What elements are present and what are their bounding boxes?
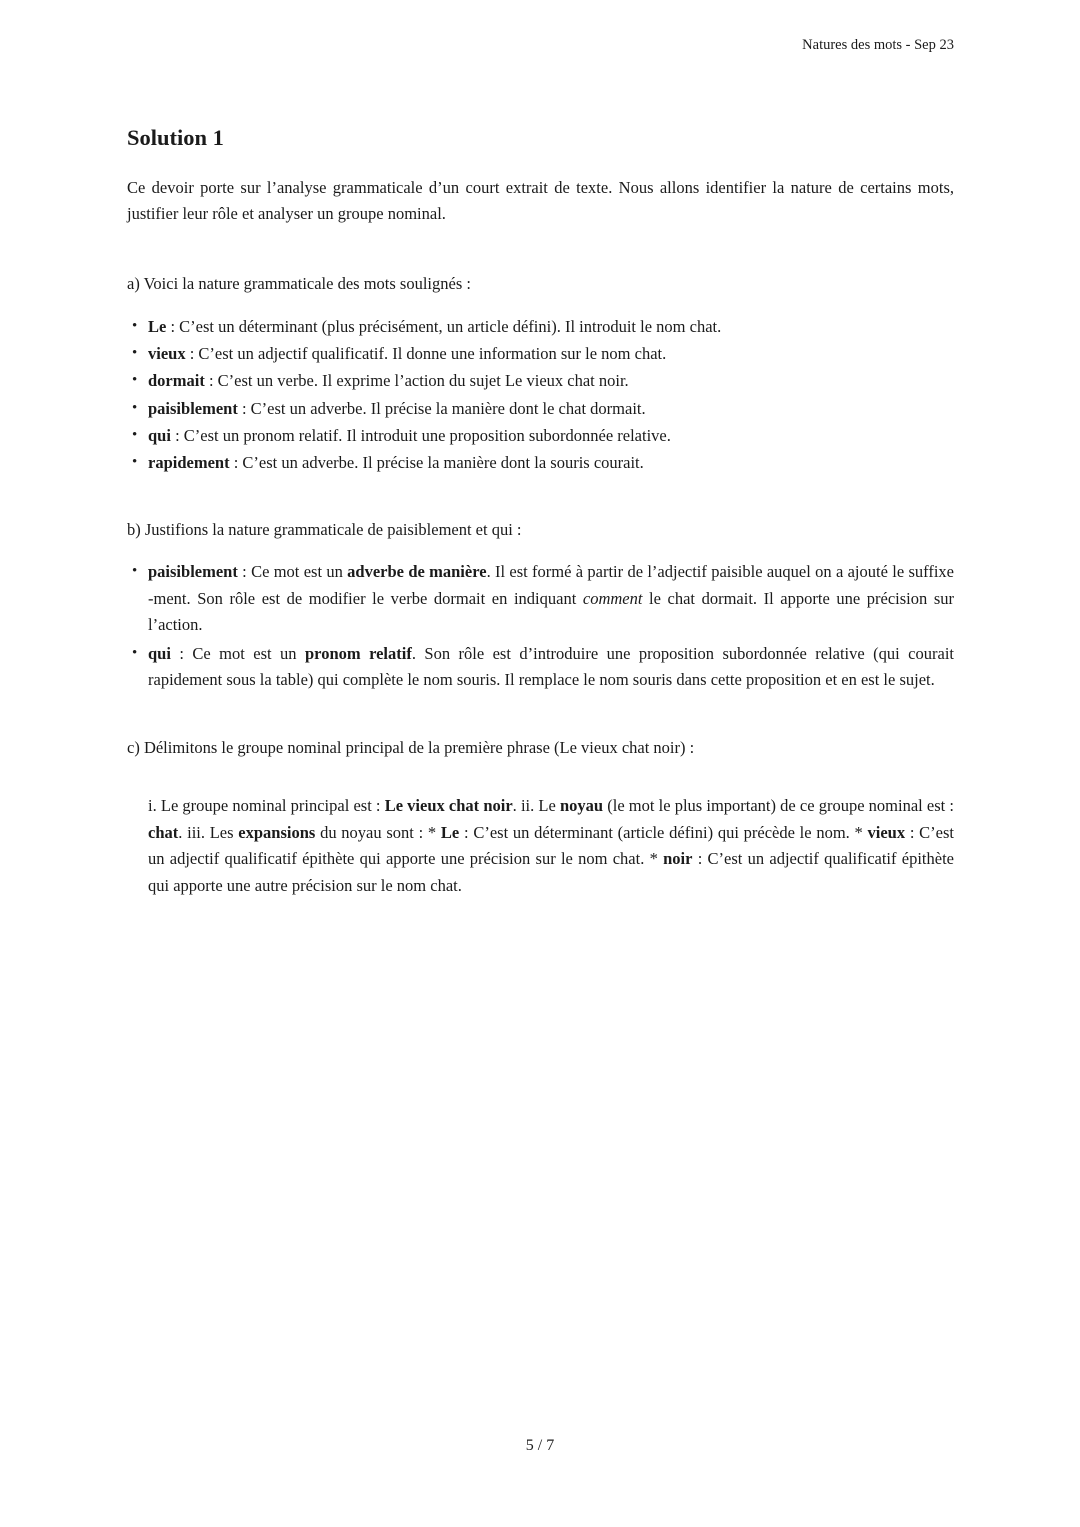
- section-c-paragraph: i. Le groupe nominal principal est : Le vieux chat noir. ii. Le noyau (le mot le plus important) de ce groupe nominal est : chat. iii. Les expansions du noyau sont : * Le : C’est un déterminant (article défini) qui précède le nom. * vieux : C’est un adjectif qualificatif épithète qui apporte une précision sur le nom chat. * noir : C’est un adjectif qualificatif épithète qui apporte une autre précision sur le nom chat.: [148, 796, 954, 895]
- list-item-dormait: • dormait : C’est un verbe. Il exprime l’action du sujet Le vieux chat noir.: [127, 368, 954, 394]
- section-c-heading: c) Délimitons le groupe nominal principal de la première phrase (Le vieux chat noir) :: [127, 738, 695, 758]
- page-footer: [0, 1437, 1080, 1455]
- list-item-vieux: • vieux : C’est un adjectif qualificatif. Il donne une information sur le nom chat.: [127, 341, 954, 367]
- section-a-list: [127, 314, 954, 477]
- section-a-heading: a) Voici la nature grammaticale des mots soulignés :: [127, 273, 471, 293]
- intro-paragraph: Ce devoir porte sur l’analyse grammaticale d’un court extrait de texte. Nous allons identifier la nature de certains mots, justifier leur rôle et analyser un groupe nominal.: [127, 177, 954, 223]
- section-b-heading: b) Justifions la nature grammaticale de paisiblement et qui :: [127, 519, 522, 539]
- section-b-list: [127, 559, 954, 693]
- page-header: [127, 36, 954, 55]
- page-title: Solution 1: [127, 124, 224, 150]
- page-number: 5 / 7: [525, 1437, 555, 1454]
- list-item-paisiblement: • paisiblement : C’est un adverbe. Il précise la manière dont le chat dormait.: [127, 396, 954, 422]
- list-item-le: • Le : C’est un déterminant (plus précisément, un article défini). Il introduit le nom chat.: [127, 314, 954, 340]
- list-item-justify-qui: • qui : Ce mot est un pronom relatif. Son rôle est d’introduire une proposition subordonnée relative (qui courait rapidement sous la table) qui complète le nom souris. Il remplace le nom souris dans cette proposition et en est le sujet.: [127, 641, 954, 694]
- header-text: Natures des mots - Sep 23: [802, 37, 954, 53]
- list-item-qui: • qui : C’est un pronom relatif. Il introduit une proposition subordonnée relative.: [127, 423, 954, 449]
- list-item-rapidement: • rapidement : C’est un adverbe. Il précise la manière dont la souris courait.: [127, 450, 954, 476]
- list-item-justify-paisiblement: • paisiblement : Ce mot est un adverbe de manière. Il est formé à partir de l’adjectif paisible auquel on a ajouté le suffixe -ment. Son rôle est de modifier le verbe dormait en indiquant comment le chat dormait. Il apporte une précision sur l’action.: [127, 559, 954, 638]
